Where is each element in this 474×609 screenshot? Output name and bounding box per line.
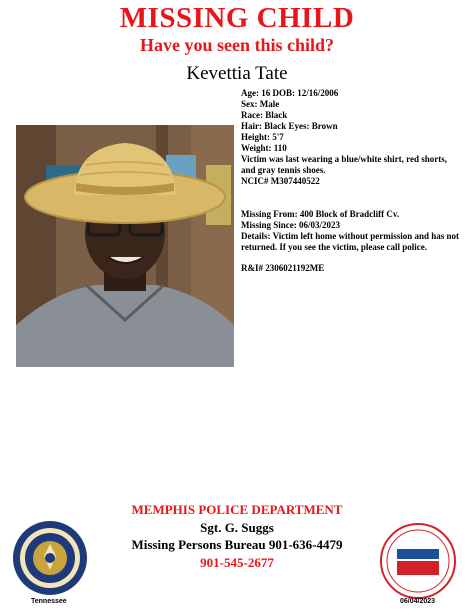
photo-illustration xyxy=(16,125,234,367)
ncic-number: NCIC# M307440522 xyxy=(241,176,320,186)
child-details xyxy=(241,88,463,274)
poster-title: MISSING CHILD xyxy=(119,2,355,34)
child-name: Kevettia Tate xyxy=(186,63,288,84)
date-label: 06/04/2023 xyxy=(400,598,436,605)
sex: Sex: Male xyxy=(241,99,280,109)
locater-logo-icon xyxy=(380,523,456,599)
hair-eyes: Hair: Black Eyes: Brown xyxy=(241,121,338,131)
missing-since: Missing Since: 06/03/2023 xyxy=(241,220,341,230)
incident-details: Details: Victim left home without permission and has not returned. If you see the victim, please call police. xyxy=(241,231,459,252)
height: Height: 5'7 xyxy=(241,132,284,142)
clothing-description: Victim was last wearing a blue/white shirt, red shorts, and gray tennis shoes. xyxy=(241,154,447,175)
tennessee-label: Tennessee xyxy=(31,598,67,605)
police-phone: 901-545-2677 xyxy=(200,555,274,570)
department-name: MEMPHIS POLICE DEPARTMENT xyxy=(131,502,343,517)
child-photo xyxy=(16,125,234,367)
missing-from: Missing From: 400 Block of Bradcliff Cv. xyxy=(241,209,400,219)
memphis-police-seal-icon xyxy=(12,520,88,596)
race: Race: Black xyxy=(241,110,288,120)
weight: Weight: 110 xyxy=(241,143,287,153)
officer-name: Sgt. G. Suggs xyxy=(200,520,274,535)
age-dob: Age: 16 DOB: 12/16/2006 xyxy=(241,88,339,98)
bureau-phone: Missing Persons Bureau 901-636-4479 xyxy=(131,537,343,552)
rni-number: R&I# 2306021192ME xyxy=(241,263,325,273)
poster-subtitle: Have you seen this child? xyxy=(139,35,335,55)
